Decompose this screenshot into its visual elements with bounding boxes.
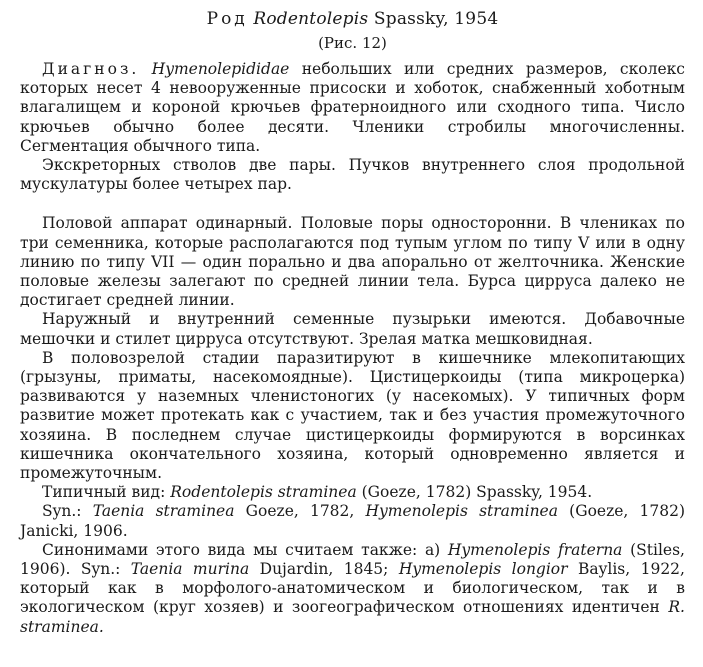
paragraph-gap (20, 194, 685, 214)
synonym-also-name-4: R. straminea. (20, 598, 685, 636)
parasitism-paragraph: В половозрелой стадии паразитируют в кишечнике млекопитающих (грызуны, приматы, насекомоядные). Цистицеркоиды (типа микроцерка) развиваются у наземных членистоногих (у насекомых). У типичных форм развитие может протекать как с участием, так и без участия промежуточного хозяина. В последнем случае цистицеркоиды формируются в ворсинках кишечника окончательного хозяина, который одновременно является и промежуточным. (20, 348, 685, 483)
synonym-author-2: (Goeze, 1782) Janicki, 1906. (20, 502, 685, 540)
synonym-also-text: Baylis, 1922, который как в морфолого-анатомическом и биологическом, так и в экологическом (круг хозяев) и зоогеографическом отношениях идентичен (20, 560, 685, 617)
synonym-name-1: Taenia straminea (92, 502, 235, 521)
diagnosis-text: небольших или средних размеров, сколекс которых несет 4 невооруженные присоски и хоботок, снабженный хоботным влагалищем и короной крючьев фратерноидного или сходного типа. Число крючьев обычно более десяти. Членики стробилы многочисленны. Сегментация обычного типа. (20, 60, 685, 155)
synonym-also-name-3: Hymenolepis longior (398, 560, 568, 579)
synonym-also-name-1: Hymenolepis fraterna (447, 540, 623, 559)
type-species-label: Типичный вид: (42, 483, 166, 502)
genus-name: Rodentolepis (253, 9, 369, 29)
synonym-name-2: Hymenolepis straminea (365, 502, 558, 521)
synonyms-also-paragraph (20, 541, 685, 637)
genus-author: Spassky, 1954 (373, 9, 499, 29)
synonym-also-author-2: Dujardin, 1845; (259, 560, 389, 579)
type-species-author: (Goeze, 1782) Spassky, 1954. (361, 483, 593, 502)
synonyms-also-intro: Синонимами этого вида мы считаем также: а) (42, 540, 441, 559)
synonym-author-1: Goeze, 1782, (245, 502, 355, 521)
diagnosis-label: Диагноз. (42, 60, 140, 78)
synonym-also-name-2: Taenia murina (130, 560, 250, 579)
figure-reference: (Рис. 12) (318, 34, 387, 52)
synonyms-label: Syn.: (42, 502, 82, 521)
genus-heading (20, 8, 685, 30)
synonym-also-author-1: (Stiles, 1906). Syn.: (20, 540, 685, 579)
vesicles-paragraph: Наружный и внутренний семенные пузырьки имеются. Добавочные мешочки и стилет цирруса отсутствуют. Зрелая матка мешковидная. (20, 310, 685, 348)
reproductive-paragraph: Половой аппарат одинарный. Половые поры односторонни. В члениках по три семенника, которые располагаются под тупым углом по типу V или в одну линию по типу VII — один порально и два апорально от желточника. Женские половые железы залегают по средней линии тела. Бурса цирруса далеко не достигает средней линии. (20, 214, 685, 310)
synonyms-paragraph (20, 502, 685, 540)
genus-prefix: Род (206, 9, 248, 29)
type-species-name: Rodentolepis straminea (170, 483, 357, 502)
type-species-paragraph (20, 483, 685, 502)
excretory-paragraph: Экскреторных стволов две пары. Пучков внутреннего слоя продольной мускулатуры более четырех пар. (20, 156, 685, 194)
diagnosis-paragraph (20, 60, 685, 156)
family-name: Hymenolepididae (151, 60, 290, 78)
